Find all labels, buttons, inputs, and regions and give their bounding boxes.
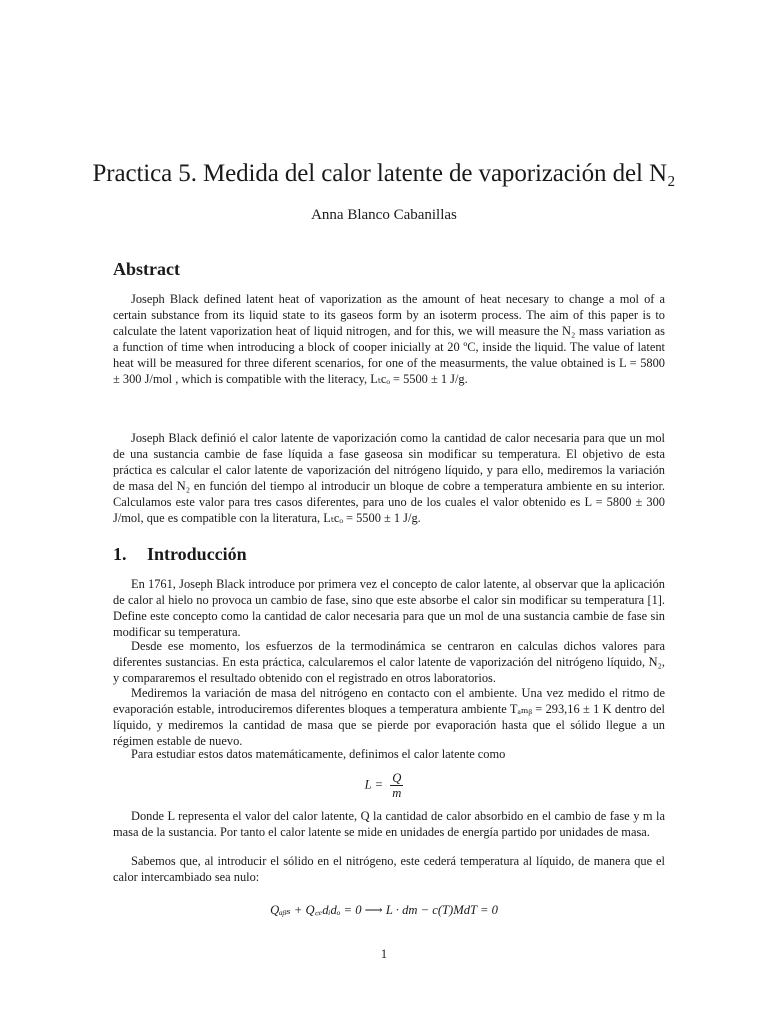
author-name: Anna Blanco Cabanillas bbox=[311, 207, 457, 223]
equation-latent-heat bbox=[0, 771, 768, 800]
intro-paragraph-6: Sabemos que, al introducir el sólido en el nitrógeno, este cederá temperatura al líquido, de manera que el calor intercambiado sea nulo: bbox=[113, 854, 665, 884]
section-number: 1. bbox=[113, 544, 127, 564]
equation-heat-balance: Qₐᵦₛ + Q꜀ₑdᵢdₒ = 0 ⟶ L · dm − c(T)MdT = 0 bbox=[270, 903, 498, 917]
intro-paragraph-4: Para estudiar estos datos matemáticamente, definimos el calor latente como bbox=[131, 747, 506, 761]
equation-lhs: L = bbox=[364, 777, 384, 792]
fraction-numerator: Q bbox=[392, 771, 402, 785]
intro-paragraph-5: Donde L representa el valor del calor latente, Q la cantidad de calor absorbido en el cambio de fase y m la masa de la sustancia. Por tanto el calor latente se mide en unidades de energía partido por unidades de masa. bbox=[113, 809, 665, 839]
abstract-heading: Abstract bbox=[113, 259, 180, 279]
abstract-spanish: Joseph Black definió el calor latente de vaporización como la cantidad de calor necesaria para que un mol de una sustancia cambie de fase líquida a fase gaseosa sin modificar su temperatura. El objetivo de esta práctica es calcular el calor latente de vaporización del nitrógeno líquido, y para ello, mediremos la variación de masa del N₂ en función del tiempo al introducir un bloque de cobre a temperatura ambiente en su interior. Calculamos este valor para tres casos diferentes, para uno de los cuales el valor obtenido es L = 5800 ± 300 J/mol, que es compatible con la literatura, Lₜcₒ = 5500 ± 1 J/g. bbox=[113, 431, 665, 525]
equation-fraction bbox=[390, 771, 403, 800]
fraction-denominator: m bbox=[392, 786, 402, 800]
paper-title: Practica 5. Medida del calor latente de vaporización del N₂ bbox=[92, 160, 676, 187]
section-heading-introduccion bbox=[113, 542, 247, 566]
intro-paragraph-3: Mediremos la variación de masa del nitrógeno en contacto con el ambiente. Una vez medido el ritmo de evaporación estable, introduciremos diferentes bloques a temperatura ambiente Tₐₘᵦ = 293,16 ± 1 K dentro del líquido, y mediremos la cantidad de masa que se pierde por evaporación hasta que el sólido llegue a un régimen estable de nuevo. bbox=[113, 686, 665, 748]
abstract-english: Joseph Black defined latent heat of vaporization as the amount of heat necesary to change a mol of a certain substance from its liquid state to its gaseos form by an isoterm process. The aim of this paper is to calculate the latent vaporization heat of liquid nitrogen, and for this, we will measure the N₂ mass variation as a function of time when introducing a block of cooper inicially at 20 ºC, inside the liquid. The value of latent heat will be measured for three diferent scenarios, for one of the measurments, the value obtained is L = 5800 ± 300 J/mol , which is compatible with the literacy, Lₜcₒ = 5500 ± 1 J/g. bbox=[113, 292, 665, 386]
section-title: Introducción bbox=[147, 544, 247, 564]
page-number: 1 bbox=[380, 947, 388, 961]
intro-paragraph-2: Desde ese momento, los esfuerzos de la termodinámica se centraron en calculas dichos valores para diferentes sustancias. En esta práctica, calcularemos el calor latente de vaporización del nitrógeno líquido, N₂, y compararemos el resultado obtenido con el registrado en otros laboratorios. bbox=[113, 639, 665, 685]
intro-paragraph-1: En 1761, Joseph Black introduce por primera vez el concepto de calor latente, al observar que la aplicación de calor al hielo no provoca un cambio de fase, sino que este absorbe el calor sin modificar su temperatura [1]. Define este concepto como la cantidad de calor necesaria para que un mol de una sustancia cambie de fase sin modificar su temperatura. bbox=[113, 577, 665, 639]
